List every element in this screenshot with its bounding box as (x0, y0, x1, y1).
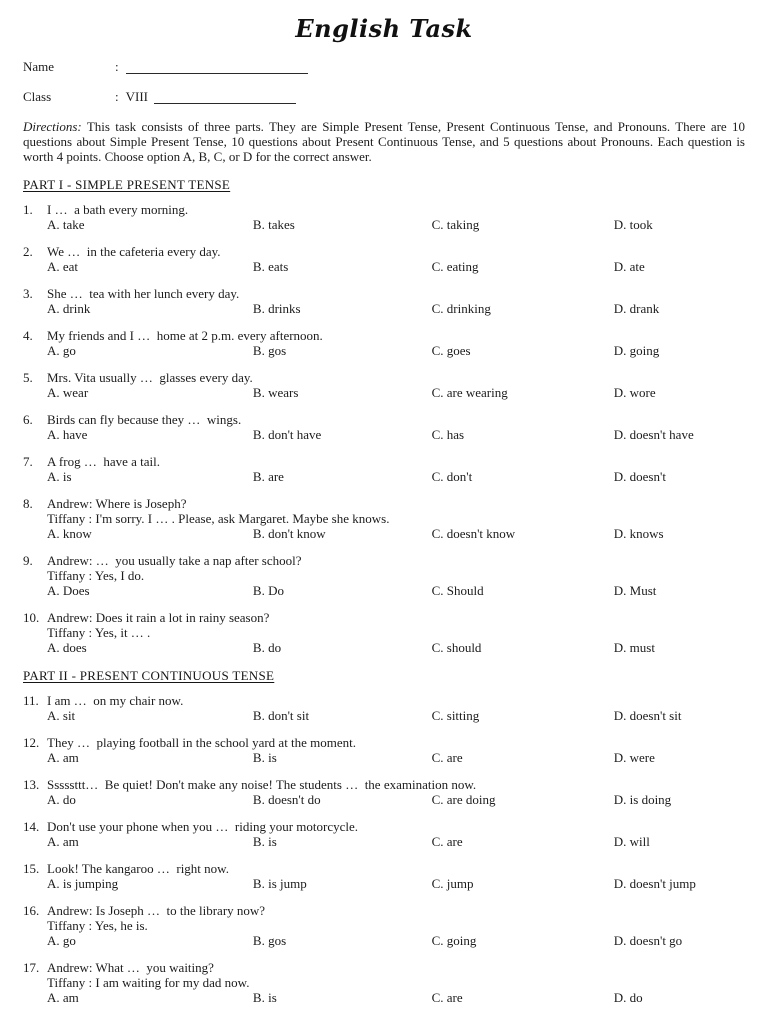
answer-option: D. doesn't (613, 469, 666, 484)
answer-option: C. are (431, 750, 463, 765)
answer-option: B. is (252, 834, 277, 849)
question-body (47, 454, 745, 484)
answer-option: B. eats (252, 259, 289, 274)
question (23, 412, 745, 442)
class-fill-line (154, 90, 296, 104)
options-row (47, 990, 745, 1005)
question-number: 2. (23, 244, 33, 259)
answer-option: D. wore (613, 385, 656, 400)
answer-option: C. goes (431, 343, 471, 358)
answer-option: A. go (47, 933, 76, 948)
question (23, 244, 745, 274)
answer-option: A. have (47, 427, 88, 442)
sections (23, 177, 745, 1005)
answer-option: D. will (613, 834, 650, 849)
answer-option: D. doesn't have (613, 427, 694, 442)
answer-option: B. gos (252, 933, 287, 948)
answer-option: A. go (47, 343, 76, 358)
question (23, 202, 745, 232)
question-line: She … tea with her lunch every day. (47, 286, 240, 301)
question-line: Tiffany : I'm sorry. I … . Please, ask Margaret. Maybe she knows. (47, 511, 390, 526)
options-row (47, 343, 745, 358)
answer-option: B. takes (252, 217, 295, 232)
options-row (47, 792, 745, 807)
answer-option: A. am (47, 990, 79, 1005)
question-number: 4. (23, 328, 33, 343)
answer-option: C. has (431, 427, 465, 442)
question-number: 10. (23, 610, 40, 625)
answer-option: A. am (47, 834, 79, 849)
name-fill-line (126, 60, 308, 74)
question-body (47, 244, 745, 274)
question-body (47, 861, 745, 891)
name-colon: : (115, 59, 119, 74)
question-line: I … a bath every morning. (47, 202, 189, 217)
answer-option: B. don't know (252, 526, 326, 541)
question (23, 960, 745, 1005)
name-label: Name (23, 59, 55, 74)
class-value: VIII (125, 89, 149, 104)
answer-option: C. taking (431, 217, 480, 232)
question-number: 14. (23, 819, 40, 834)
question-number: 1. (23, 202, 33, 217)
answer-option: A. is jumping (47, 876, 119, 891)
answer-option: C. are wearing (431, 385, 508, 400)
answer-option: B. don't sit (252, 708, 310, 723)
question-number: 5. (23, 370, 33, 385)
question-line: Tiffany : Yes, he is. (47, 918, 148, 933)
question-line: Birds can fly because they … wings. (47, 412, 242, 427)
worksheet-section (23, 668, 745, 1005)
answer-option: B. wears (252, 385, 299, 400)
section-heading: PART I - SIMPLE PRESENT TENSE (23, 177, 231, 192)
options-row (47, 708, 745, 723)
answer-option: B. Do (252, 583, 284, 598)
answer-option: B. gos (252, 343, 287, 358)
question-number: 9. (23, 553, 33, 568)
question-number: 11. (23, 693, 39, 708)
question-body (47, 735, 745, 765)
question-line: I am … on my chair now. (47, 693, 184, 708)
options-row (47, 259, 745, 274)
question-line: We … in the cafeteria every day. (47, 244, 221, 259)
question-number: 7. (23, 454, 33, 469)
class-colon: : (115, 89, 119, 104)
answer-option: C. doesn't know (431, 526, 516, 541)
question-body (47, 496, 745, 541)
question-body (47, 903, 745, 948)
answer-option: D. doesn't sit (613, 708, 682, 723)
answer-option: B. doesn't do (252, 792, 321, 807)
options-row (47, 750, 745, 765)
question-body (47, 610, 745, 655)
question-line: Sssssttt… Be quiet! Don't make any noise! The students … the examination now. (47, 777, 477, 792)
options-row (47, 217, 745, 232)
answer-option: D. ate (613, 259, 645, 274)
options-row (47, 469, 745, 484)
question-body (47, 412, 745, 442)
question-number: 13. (23, 777, 40, 792)
question (23, 693, 745, 723)
answer-option: D. going (613, 343, 660, 358)
question (23, 328, 745, 358)
directions-text: This task consists of three parts. They are Simple Present Tense, Present Continuous Tense, and Pronouns. There are 10 questions about Simple Present Tense, 10 questions about Present Continuous Tense, and 5 questions about Pronouns. Each question is worth 4 points. Choose option A, B, C, or D for the correct answer. (23, 119, 745, 164)
answer-option: B. do (252, 640, 282, 655)
answer-option: B. don't have (252, 427, 322, 442)
answer-option: A. sit (47, 708, 76, 723)
options-row (47, 876, 745, 891)
question-line: A frog … have a tail. (47, 454, 160, 469)
answer-option: D. Must (613, 583, 657, 598)
section-heading: PART II - PRESENT CONTINUOUS TENSE (23, 668, 275, 683)
answer-option: C. are (431, 990, 463, 1005)
answer-option: D. doesn't go (613, 933, 683, 948)
answer-option: B. are (252, 469, 284, 484)
answer-option: A. know (47, 526, 92, 541)
worksheet-section (23, 177, 745, 655)
answer-option: C. are doing (431, 792, 496, 807)
answer-option: C. eating (431, 259, 479, 274)
answer-option: A. drink (47, 301, 91, 316)
answer-option: C. are (431, 834, 463, 849)
question (23, 454, 745, 484)
directions-label: Directions: (23, 119, 82, 134)
options-row (47, 526, 745, 541)
answer-option: C. jump (431, 876, 474, 891)
question-line: Andrew: Does it rain a lot in rainy season? (47, 610, 270, 625)
question (23, 553, 745, 598)
question-line: Tiffany : Yes, I do. (47, 568, 145, 583)
answer-option: C. don't (431, 469, 473, 484)
options-row (47, 640, 745, 655)
question-line: Andrew: Is Joseph … to the library now? (47, 903, 266, 918)
question-number: 12. (23, 735, 40, 750)
question-line: Don't use your phone when you … riding your motorcycle. (47, 819, 359, 834)
question-line: Look! The kangaroo … right now. (47, 861, 229, 876)
answer-option: D. is doing (613, 792, 672, 807)
page-title: English Task (295, 14, 473, 43)
question-line: They … playing football in the school yard at the moment. (47, 735, 357, 750)
question-line: Tiffany : Yes, it … . (47, 625, 151, 640)
question-body (47, 286, 745, 316)
answer-option: D. doesn't jump (613, 876, 696, 891)
question-number: 8. (23, 496, 33, 511)
question-line: Andrew: … you usually take a nap after school? (47, 553, 302, 568)
question-line: Andrew: What … you waiting? (47, 960, 214, 975)
question-line: Andrew: Where is Joseph? (47, 496, 187, 511)
answer-option: D. do (613, 990, 643, 1005)
answer-option: B. is (252, 750, 277, 765)
question-line: Tiffany : I am waiting for my dad now. (47, 975, 250, 990)
question (23, 861, 745, 891)
question (23, 370, 745, 400)
question (23, 777, 745, 807)
question-body (47, 819, 745, 849)
answer-option: A. Does (47, 583, 90, 598)
question-body (47, 693, 745, 723)
question-line: Mrs. Vita usually … glasses every day. (47, 370, 253, 385)
directions-paragraph (23, 119, 745, 164)
options-row (47, 385, 745, 400)
answer-option: C. sitting (431, 708, 480, 723)
answer-option: A. wear (47, 385, 89, 400)
question-body (47, 202, 745, 232)
answer-option: D. knows (613, 526, 664, 541)
answer-option: B. is (252, 990, 277, 1005)
class-label: Class (23, 89, 52, 104)
question-number: 17. (23, 960, 40, 975)
answer-option: A. does (47, 640, 87, 655)
answer-option: A. take (47, 217, 85, 232)
options-row (47, 583, 745, 598)
answer-option: C. should (431, 640, 482, 655)
options-row (47, 427, 745, 442)
answer-option: C. drinking (431, 301, 491, 316)
question-body (47, 328, 745, 358)
answer-option: A. am (47, 750, 79, 765)
question (23, 903, 745, 948)
answer-option: C. Should (431, 583, 484, 598)
options-row (47, 301, 745, 316)
question (23, 819, 745, 849)
question (23, 496, 745, 541)
question (23, 286, 745, 316)
question-body (47, 960, 745, 1005)
question-number: 6. (23, 412, 33, 427)
question-body (47, 370, 745, 400)
answer-option: A. do (47, 792, 76, 807)
answer-option: D. must (613, 640, 655, 655)
name-row (23, 57, 745, 74)
answer-option: A. is (47, 469, 72, 484)
answer-option: C. going (431, 933, 477, 948)
answer-option: B. drinks (252, 301, 301, 316)
answer-option: A. eat (47, 259, 79, 274)
question-number: 15. (23, 861, 40, 876)
answer-option: D. took (613, 217, 653, 232)
options-row (47, 933, 745, 948)
question-number: 3. (23, 286, 33, 301)
question-number: 16. (23, 903, 40, 918)
options-row (47, 834, 745, 849)
question-body (47, 777, 745, 807)
class-row (23, 87, 745, 104)
question (23, 610, 745, 655)
answer-option: B. is jump (252, 876, 307, 891)
question-line: My friends and I … home at 2 p.m. every afternoon. (47, 328, 323, 343)
question (23, 735, 745, 765)
answer-option: D. drank (613, 301, 660, 316)
answer-option: D. were (613, 750, 655, 765)
question-body (47, 553, 745, 598)
